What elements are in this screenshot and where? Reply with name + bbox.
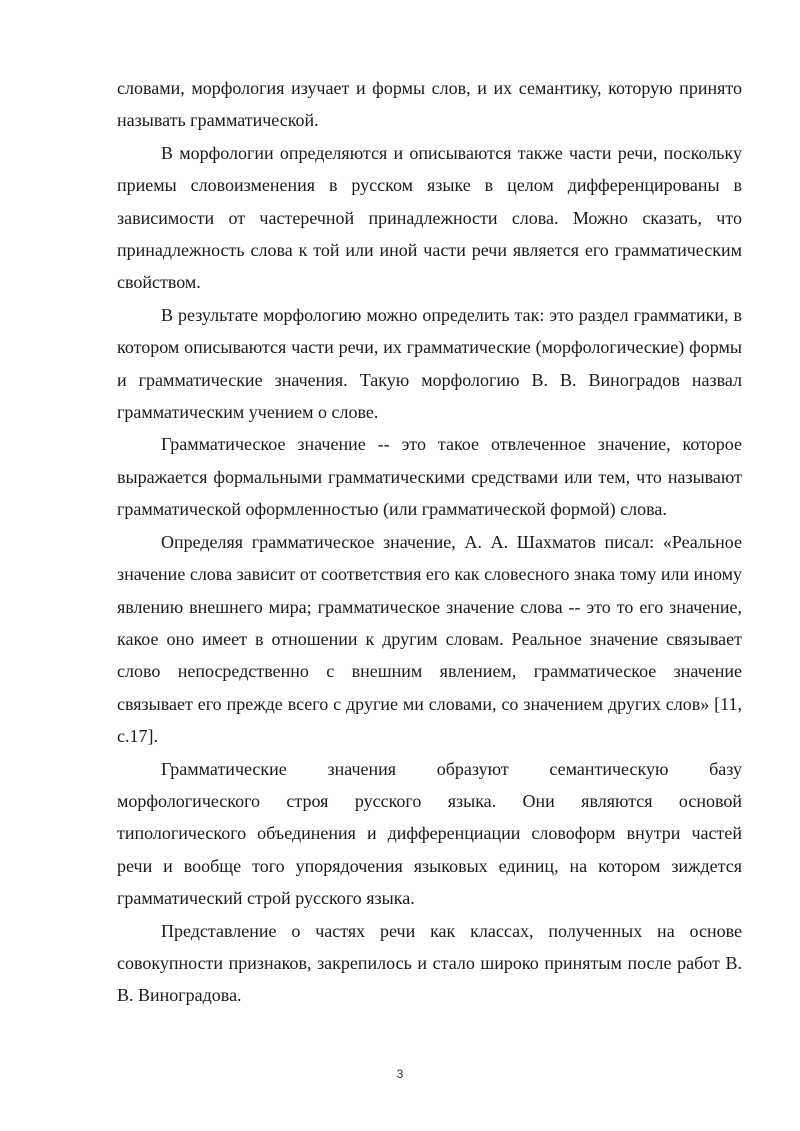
paragraph-morphology-definition: В результате морфологию можно определить так: это раздел грамматики, в котором описываются части речи, их грамматические (морфологические) формы и грамматические значения. Такую морфологию В. В. Виноградов назвал грамматическим учением о слове. [117,304,742,423]
paragraph-continuation: словами, морфология изучает и формы слов, и их семантику, которую принято называть грамматической. [117,78,742,131]
page-number: 3 [396,1067,404,1081]
paragraph-parts-of-speech: В морфологии определяются и описываются также части речи, поскольку приемы словоизменения в русском языке в целом дифференцированы в зависимости от частеречной принадлежности слова. Можно сказать, что принадлежность слова к той или иной части речи является его грамматическим свойством. [117,142,742,293]
paragraph-grammatical-meaning: Грамматическое значение -- это такое отвлеченное значение, которое выражается формальными грамматическими средствами или тем, что называют грамматической оформленностью (или грамматической формой) слова. [117,434,742,520]
paragraph-vinogradov: Представление о частях речи как классах, полученных на основе совокупности признаков, закрепилось и стало широко принятым после работ В. В. Виноградова. [117,920,742,1006]
paragraph-semantic-base: Грамматические значения образуют семантическую базу морфологического строя русского языка. Они являются основой типологического объединения и дифференциации словоформ внутри частей речи и вообще того упорядочения языковых единиц, на котором зиждется грамматический строй русского языка. [117,758,742,909]
paragraph-shakhmatov-quote: Определяя грамматическое значение, А. А. Шахматов писал: «Реальное значение слова зависит от соответствия его как словесного знака тому или иному явлению внешнего мира; грамматическое значение слова -- это то его значение, какое оно имеет в отношении к другим словам. Реальное значение связывает слово непосредственно с внешним явлением, грамматическое значение связывает его прежде всего с другие ми словами, со значением других слов» [11, с.17]. [117,531,742,747]
body-text [117,72,742,1012]
